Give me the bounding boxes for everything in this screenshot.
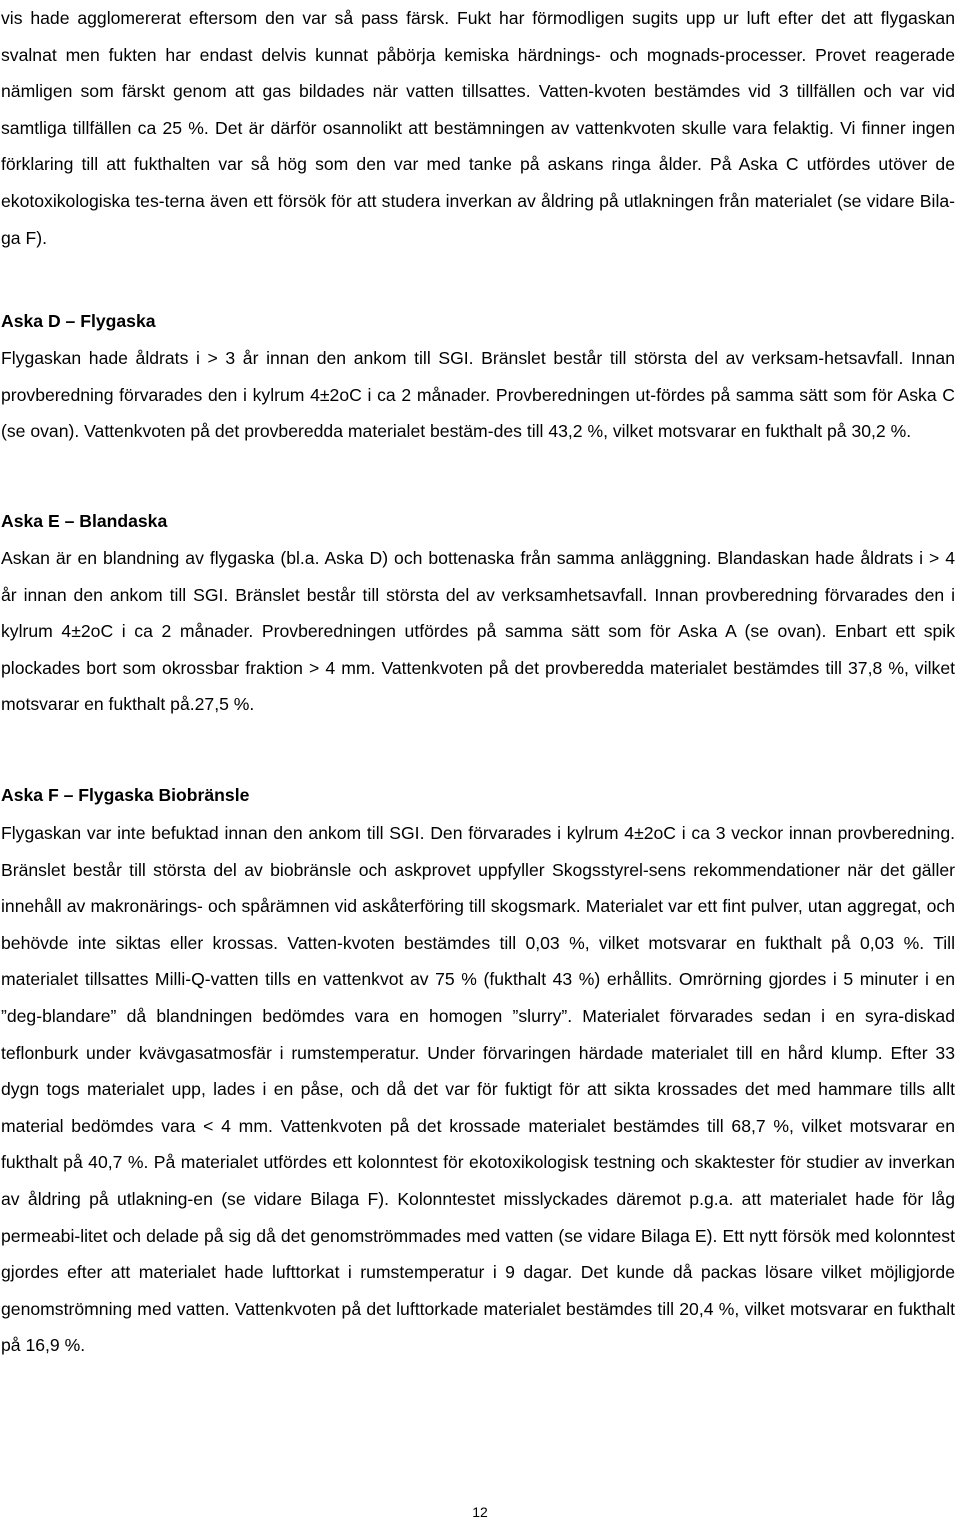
heading-aska-e: Aska E – Blandaska [1,511,168,531]
page-number: 12 [472,1504,488,1520]
heading-aska-f: Aska F – Flygaska Biobränsle [1,785,250,805]
aska-d-paragraph: Flygaskan hade åldrats i > 3 år innan den ankom till SGI. Bränslet består till största del av verksam-hetsavfall. Innan provberedning förvarades den i kylrum 4±2oC i ca 2 månader. Provberedningen ut-fördes på samma sätt som för Aska C (se ovan). Vattenkvoten på det provberedda materialet bestäm-des till 43,2 %, vilket motsvarar en fukthalt på 30,2 %. [1,348,955,442]
intro-paragraph: vis hade agglomererat eftersom den var så pass färsk. Fukt har förmodligen sugits upp ur luft efter det att flygaskan svalnat men fukten har endast delvis kunnat påbörja kemiska härdnings- och mognads-processer. Provet reagerade nämligen som färskt genom att gas bildades när vatten tillsattes. Vatten-kvoten bestämdes vid 3 tillfällen och var vid samtliga tillfällen ca 25 %. Det är därför osannolikt att bestämningen av vattenkvoten skulle vara felaktig. Vi finner ingen förklaring till att fukthalten var så hög som den var med tanke på askans ringa ålder. På Aska C utfördes utöver de ekotoxikologiska tes-terna även ett försök för att studera inverkan av åldring på utlakningen från materialet (se vidare Bila-ga F). [1,8,955,248]
aska-e-paragraph: Askan är en blandning av flygaska (bl.a. Aska D) och bottenaska från samma anläggning. Blandaskan hade åldrats i > 4 år innan den ankom till SGI. Bränslet består till största del av verksamhetsavfall. Innan provberedning förvarades den i kylrum 4±2oC i ca 2 månader. Provberedningen utfördes på samma sätt som för Aska A (se ovan). Enbart ett spik plockades bort som okrossbar fraktion > 4 mm. Vattenkvoten på det provberedda materialet bestämdes till 37,8 %, vilket motsvarar en fukthalt på.27,5 %. [1,548,955,715]
heading-aska-d: Aska D – Flygaska [1,311,156,331]
aska-f-paragraph: Flygaskan var inte befuktad innan den ankom till SGI. Den förvarades i kylrum 4±2oC i ca 3 veckor innan provberedning. Bränslet består till största del av biobränsle och askprovet uppfyller Skogsstyrel-sens rekommendationer när det gäller innehåll av makronärings- och spårämnen vid askåterföring till skogsmark. Materialet var ett fint pulver, utan aggregat, och behövde inte siktas eller krossas. Vatten-kvoten bestämdes till 0,03 %, vilket motsvarar en fukthalt på 0,03 %. Till materialet tillsattes Milli-Q-vatten tills en vattenkvot av 75 % (fukthalt 43 %) erhållits. Omrörning gjordes i 5 minuter i en ”deg-blandare” då blandningen bedömdes vara en homogen ”slurry”. Materialet förvarades sedan i en syra-diskad teflonburk under kvävgasatmosfär i rumstemperatur. Under förvaringen härdade materialet till en hård klump. Efter 33 dygn togs materialet upp, lades i en påse, och då det var för fuktigt för att sikta krossades det med hammare tills allt material bedömdes vara < 4 mm. Vattenkvoten på det krossade materialet bestämdes till 68,7 %, vilket motsvarar en fukthalt på 40,7 %. På materialet utfördes ett kolonntest för ekotoxikologisk testning och skaktester för studier av inverkan av åldring på utlakning-en (se vidare Bilaga F). Kolonntestet misslyckades däremot p.g.a. att materialet hade för låg permeabi-litet och delade på sig då det genomströmmades med vatten (se vidare Bilaga E). Ett nytt försök med kolonntest gjordes efter att materialet hade lufttorkat i rumstemperatur i 9 dagar. Det kunde då packas lösare vilket möjligjorde genomströmning med vatten. Vattenkvoten på det lufttorkade materialet bestämdes till 20,4 %, vilket motsvarar en fukthalt på 16,9 %. [1,823,955,1356]
